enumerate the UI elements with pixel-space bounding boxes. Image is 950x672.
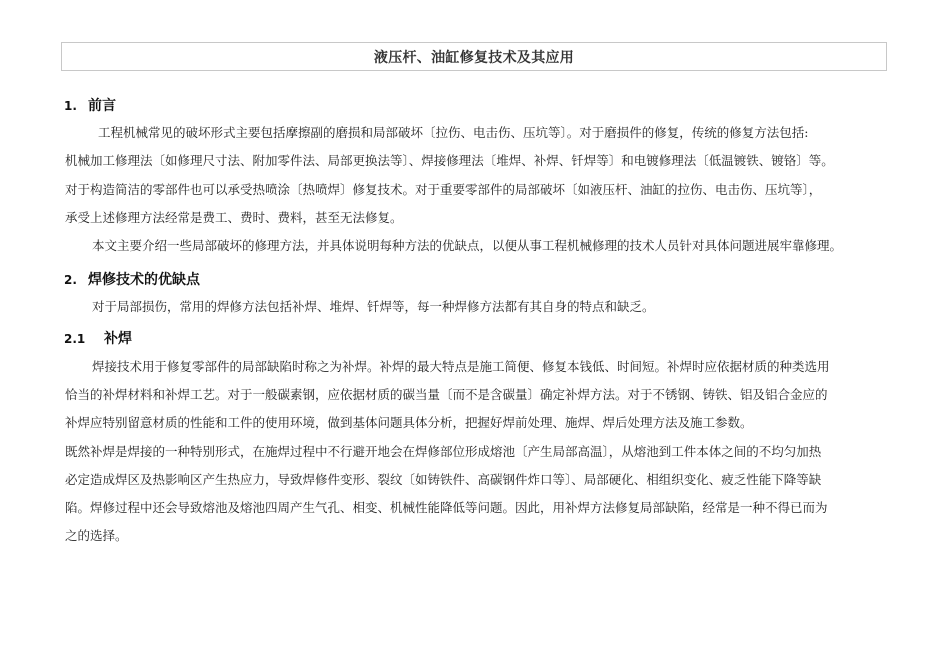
section-title: 前言 (88, 98, 116, 114)
section-heading-2-1 (64, 328, 132, 348)
paragraph-line: 必定造成焊区及热影响区产生热应力，导致焊修件变形、裂纹〔如铸铁件、高碳钢件炸口等〕、局部硬化、相组织变化、疲乏性能下降等缺 (65, 472, 822, 487)
section-number: 1. (64, 99, 77, 113)
section-number: 2. (64, 273, 77, 287)
paragraph-line: 之的选择。 (65, 528, 128, 543)
title-box (61, 42, 887, 71)
section-heading-2 (64, 269, 200, 289)
paragraph-line: 焊接技术用于修复零部件的局部缺陷时称之为补焊。补焊的最大特点是施工简便、修复本钱低、时间短。补焊时应依据材质的种类选用 (92, 359, 830, 374)
section-heading-1 (64, 95, 116, 115)
paragraph-line: 工程机械常见的破坏形式主要包括摩擦副的磨损和局部破坏〔拉伤、电击伤、压坑等〕。对于磨损件的修复，传统的修复方法包括: (98, 125, 809, 140)
section-title: 补焊 (104, 331, 132, 347)
paragraph-line: 承受上述修理方法经常是费工、费时、费料，甚至无法修复。 (65, 210, 403, 225)
document-title: 液压杆、油缸修复技术及其应用 (373, 49, 575, 66)
paragraph-line: 补焊应特别留意材质的性能和工件的使用环境，做到基体问题具体分析，把握好焊前处理、施焊、焊后处理方法及施工参数。 (65, 415, 753, 430)
paragraph-line: 对于局部损伤，常用的焊修方法包括补焊、堆焊、钎焊等，每一种焊修方法都有其自身的特点和缺乏。 (92, 299, 655, 314)
paragraph-line: 陷。焊修过程中还会导致熔池及熔池四周产生气孔、相变、机械性能降低等问题。因此，用补焊方法修复局部缺陷，经常是一种不得已而为 (65, 500, 828, 515)
paragraph-line: 对于构造简洁的零部件也可以承受热喷涂〔热喷焊〕修复技术。对于重要零部件的局部破坏〔如液压杆、油缸的拉伤、电击伤、压坑等〕， (65, 182, 822, 197)
paragraph-line: 既然补焊是焊接的一种特别形式，在施焊过程中不行避开地会在焊修部位形成熔池〔产生局部高温〕，从熔池到工件本体之间的不均匀加热 (65, 444, 822, 459)
paragraph-line: 机械加工修理法〔如修理尺寸法、附加零件法、局部更换法等〕、焊接修理法〔堆焊、补焊、钎焊等〕和电镀修理法〔低温镀铁、镀铬〕等。 (65, 153, 834, 168)
section-number: 2.1 (64, 332, 86, 346)
paragraph-line: 恰当的补焊材料和补焊工艺。对于一般碳素钢，应依据材质的碳当量〔而不是含碳量〕确定补焊方法。对于不锈钢、铸铁、铝及铝合金应的 (65, 387, 828, 402)
section-title: 焊修技术的优缺点 (88, 272, 200, 288)
paragraph-line: 本文主要介绍一些局部破坏的修理方法，并具体说明每种方法的优缺点，以便从事工程机械修理的技术人员针对具体问题进展牢靠修理。 (92, 238, 843, 253)
